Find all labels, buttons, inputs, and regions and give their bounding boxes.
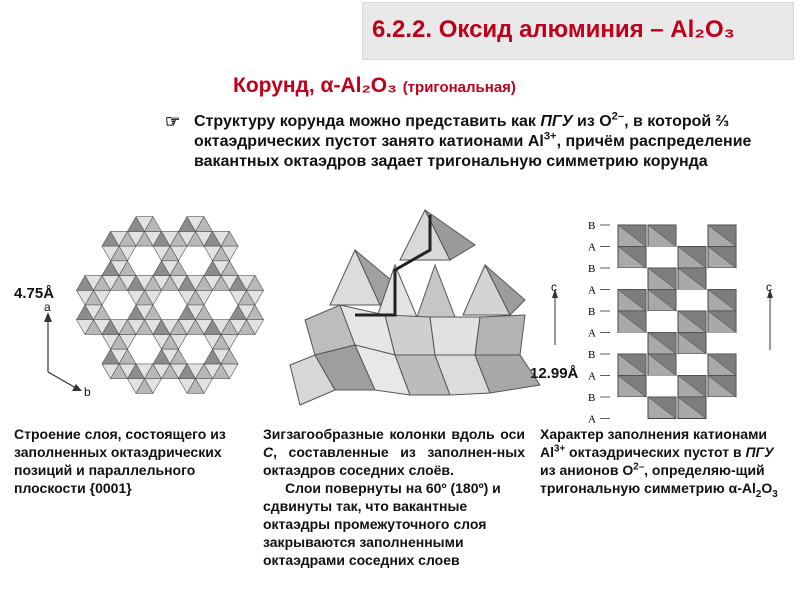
caption-right: Характер заполнения катионами $Al^{3+}$ октаэдрических пустот в ПГУ из анионов $O^{2-}$, определяю-щий тригональную симметрию $\alpha-Al_2O_3$ bbox=[540, 426, 778, 500]
vacant-octahedron bbox=[618, 333, 646, 355]
vacant-octahedron bbox=[678, 290, 706, 312]
layer-letter: B bbox=[588, 263, 596, 275]
layer-letter: B bbox=[588, 220, 596, 232]
vacant-octahedron bbox=[678, 354, 706, 376]
layer-filling-figure bbox=[580, 205, 795, 426]
layer-figure bbox=[70, 205, 270, 405]
vacant-octahedron bbox=[708, 397, 736, 419]
dimension-label-475: 4.75Å bbox=[14, 285, 55, 302]
axis-c-left-label: c bbox=[551, 280, 557, 294]
caption-left: Строение слоя, состоящего из заполненных октаэдрических позиций и параллельного плоскости {0001} bbox=[14, 426, 226, 496]
layer-letter: A bbox=[588, 413, 596, 426]
axis-a-label: a bbox=[44, 300, 51, 314]
dimension-label-1299: 12.99Å bbox=[530, 365, 579, 382]
layer-letter: A bbox=[588, 327, 596, 340]
caption-middle-2: Слои повернуты на 60º (180º) и сдвинуты так, что вакантные октаэдры промежуточного слоя закрываются заполненными октаэдрами соседних слоев bbox=[263, 480, 501, 568]
vacant-octahedron bbox=[648, 376, 676, 398]
layer-letter: A bbox=[588, 370, 596, 383]
vacant-octahedron bbox=[648, 247, 676, 269]
octahedra-columns bbox=[290, 210, 540, 405]
layer-letter: B bbox=[588, 306, 596, 318]
vacant-octahedron bbox=[648, 311, 676, 333]
pointing-hand-icon: ☞ bbox=[165, 112, 181, 131]
vacant-octahedron bbox=[708, 268, 736, 290]
subtitle-main: Корунд, α-Al₂O₃ bbox=[233, 74, 397, 97]
axis-c-left-icon bbox=[552, 289, 558, 345]
vacant-octahedron bbox=[678, 225, 706, 247]
axis-b-label: b bbox=[84, 385, 91, 399]
subtitle-paren: (тригональная) bbox=[402, 79, 516, 96]
vacant-octahedron bbox=[708, 333, 736, 355]
page-title: 6.2.2. Оксид алюминия – Al₂O₃ bbox=[372, 16, 735, 43]
intro-paragraph bbox=[165, 112, 785, 172]
layer-letters bbox=[588, 220, 610, 426]
vacant-octahedron bbox=[618, 397, 646, 419]
layer-letter: A bbox=[588, 284, 596, 297]
layer-letter: B bbox=[588, 349, 596, 361]
axis-c-right-label: c bbox=[766, 280, 772, 294]
axis-c-right-icon bbox=[767, 289, 773, 350]
octahedra-layer bbox=[77, 217, 264, 394]
subtitle bbox=[233, 74, 516, 98]
caption-middle bbox=[263, 425, 525, 569]
vacant-octahedron bbox=[618, 268, 646, 290]
octahedra-filling-pattern bbox=[618, 225, 736, 419]
layer-letter: A bbox=[588, 241, 596, 254]
caption-middle-1: Зигзагообразные колонки вдоль оси C, составленные из заполнен-ных октаэдров соседних слоёв. bbox=[263, 426, 525, 478]
layer-letter: B bbox=[588, 392, 596, 404]
intro-text: Структуру корунда можно представить как ПГУ из $O^{2-}$, в которой ⅔ октаэдрических пустот занято катионами $Al^{3+}$, причём распределение вакантных октаэдров задает тригональную симметрию корунда bbox=[194, 110, 752, 170]
zigzag-columns-figure bbox=[285, 205, 545, 415]
